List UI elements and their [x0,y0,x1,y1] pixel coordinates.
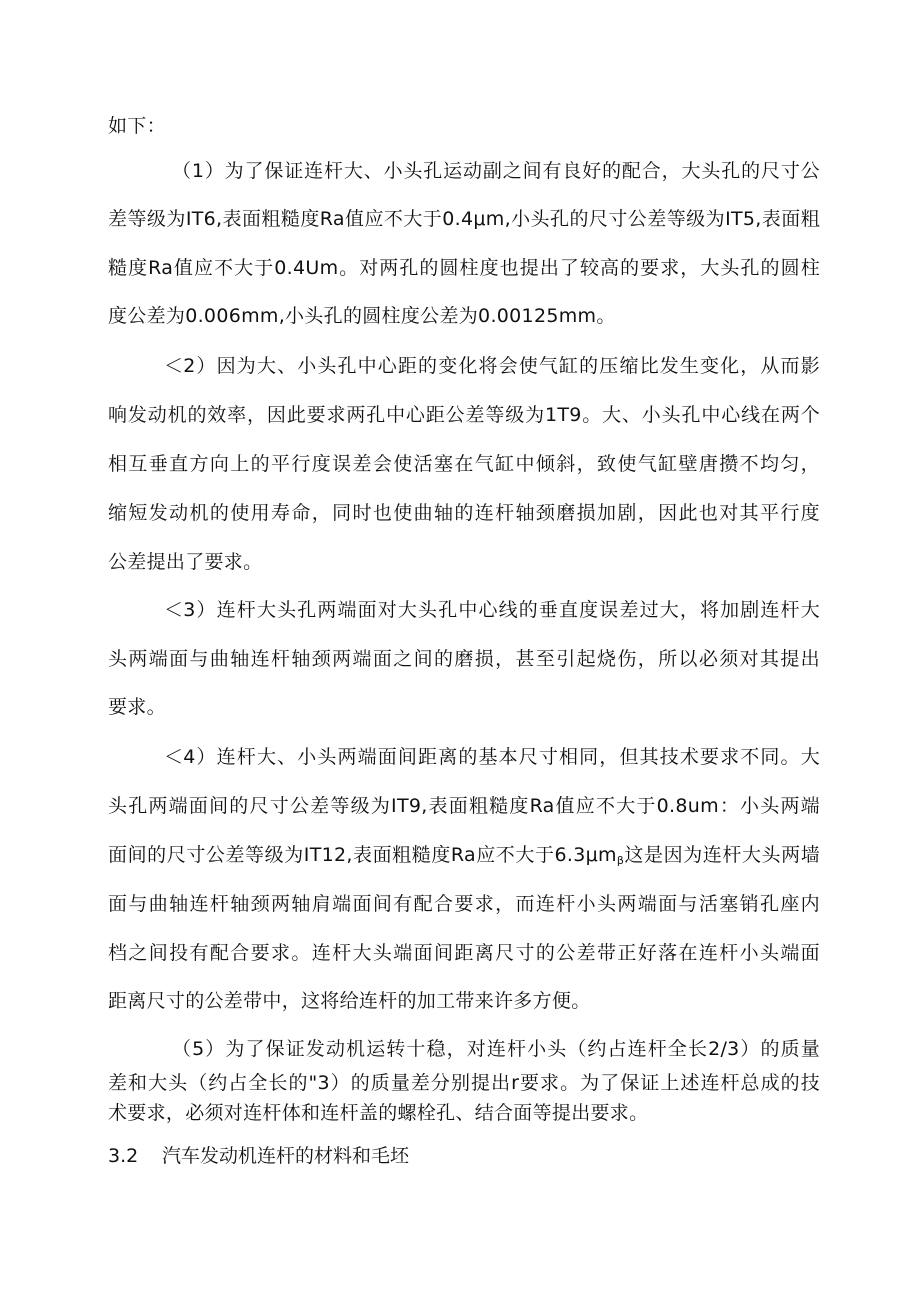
beta-subscript: β [616,854,625,867]
paragraph-1-line-3: 糙度Ra值应不大于0.4Um。对两孔的圆柱度也提出了较高的要求，大头孔的圆柱 [108,257,820,279]
paragraph-4-line-1: ＜4）连杆大、小头两端面间距离的基本尺寸相同，但其技术要求不同。大 [164,746,820,768]
paragraph-1-line-4: 度公差为0.006mm,小头孔的圆柱度公差为0.00125mm。 [108,305,616,327]
paragraph-3-line-2: 头两端面与曲轴连杆轴颈两端面之间的磨损，甚至引起烧伤，所以必须对其提出 [108,648,820,670]
paragraph-4-line-4: 面与曲轴连杆轴颈两轴肩端面间有配合要求，而连杆小头两端面与活塞销孔座内 [108,893,820,915]
section-number: 3.2 [108,1145,139,1167]
paragraph-4-line-3 [108,843,820,873]
paragraph-4-line-3-part-b: 这是因为连杆大头两墙 [624,844,820,866]
paragraph-4-line-5: 档之间投有配合要求。连杆大头端面间距离尺寸的公差带正好落在连杆小头端面 [108,942,820,964]
paragraph-2-line-1: ＜2）因为大、小头孔中心距的变化将会使气缸的压缩比发生变化，从而影 [164,355,820,377]
paragraph-1-line-2: 差等级为IT6,表面粗糙度Ra值应不大于0.4μm,小头孔的尺寸公差等级为IT5,表面粗 [108,208,820,230]
paragraph-2-line-2: 响发动机的效率，因此要求两孔中心距公差等级为1T9。大、小头孔中心线在两个 [108,404,820,426]
paragraph-3-line-1: ＜3）连杆大头孔两端面对大头孔中心线的垂直度误差过大，将加剧连杆大 [164,599,820,621]
paragraph-1-line-1: （1）为了保证连杆大、小头孔运动副之间有良好的配合，大头孔的尺寸公 [172,160,820,182]
paragraph-3-line-3: 要求。 [108,696,166,718]
paragraph-5-line-3: 术要求，必须对连杆体和连杆盖的螺栓孔、结合面等提出要求。 [108,1102,649,1124]
paragraph-2-line-5: 公差提出了要求。 [108,551,263,573]
paragraph-4-line-2: 头孔两端面间的尺寸公差等级为IT9,表面粗糙度Ra值应不大于0.8um：小头两端 [108,795,820,817]
paragraph-5-line-1: （5）为了保证发动机运转十稳，对连杆小头（约占连杆全长2/3）的质量 [172,1038,820,1060]
paragraph-2-line-3: 相互垂直方向上的平行度误差会使活塞在气缸中倾斜，致使气缸壁唐攒不均匀， [108,453,820,475]
intro-text: 如下： [108,115,166,137]
paragraph-4-line-3-part-a: 面间的尺寸公差等级为IT12,表面粗糙度Ra应不大于6.3μm [108,844,617,866]
paragraph-4-line-6: 距离尺寸的公差带中，这将给连杆的加工带来许多方便。 [108,990,591,1012]
paragraph-2-line-4: 缩短发动机的使用寿命，同时也使曲轴的连杆轴颈磨损加剧，因此也对其平行度 [108,502,820,524]
paragraph-5-line-2: 差和大头（约占全长的"3）的质量差分别提出r要求。为了保证上述连杆总成的技 [108,1072,820,1094]
section-title: 汽车发动机连杆的材料和毛坯 [162,1145,410,1167]
